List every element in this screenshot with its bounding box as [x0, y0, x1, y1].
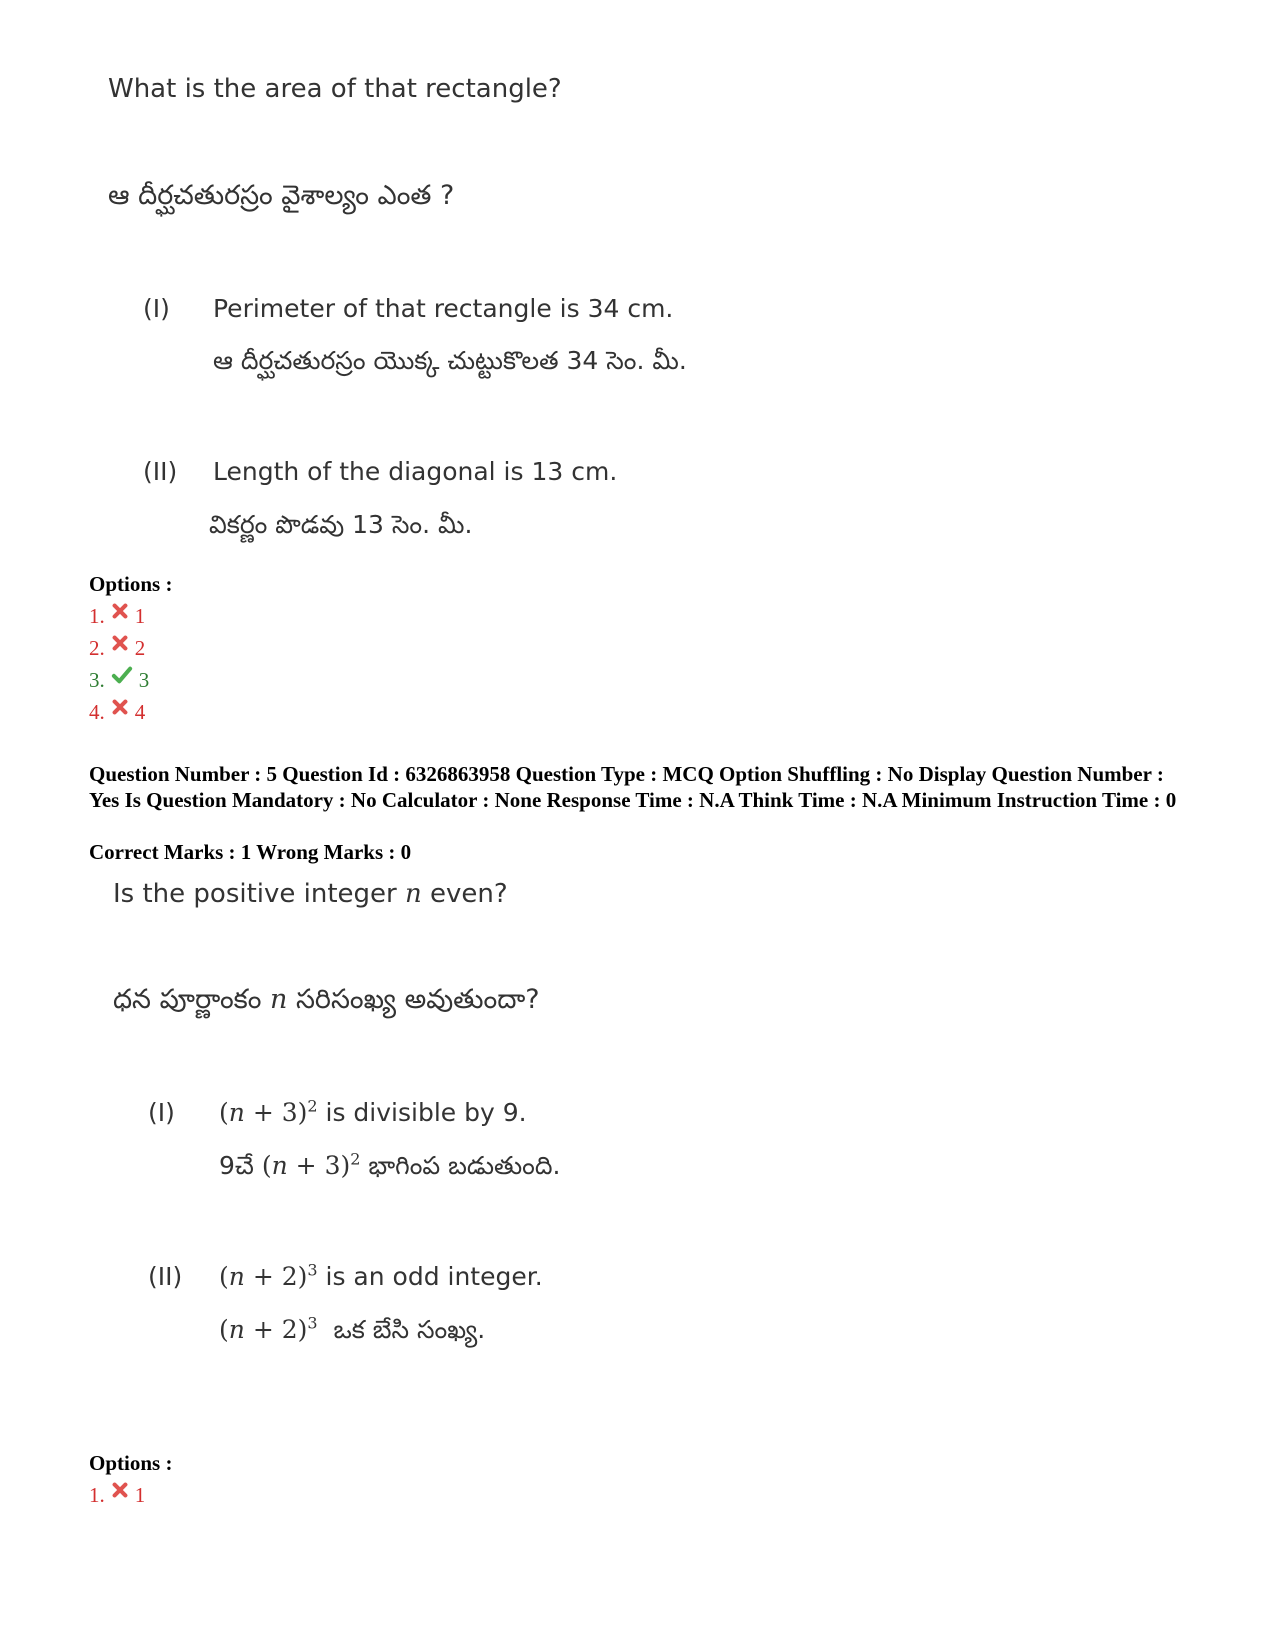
statement-text-en: Length of the diagonal is 13 cm.	[213, 457, 618, 486]
option-value: 1	[134, 1483, 146, 1507]
statement-number: (I)	[148, 1098, 175, 1127]
statement-text-te: $(n + 2)^3$ ఒక బేసి సంఖ్య.	[219, 1313, 486, 1344]
option-number: 1.	[89, 1483, 105, 1507]
question-meta: Question Number : 5 Question Id : 6326863958 Question Type : MCQ Option Shuffling : No Display Question Number : Yes Is Question Mandatory : No Calculator : None Response Time : N.A Think Time : N.A Minimum Instruction Time : 0	[89, 762, 1177, 812]
statement-text-te: 9చే $(n + 3)^2$ భాగింప బడుతుంది.	[219, 1149, 561, 1180]
option-number: 4.	[89, 700, 105, 724]
options-label: Options :	[89, 1451, 173, 1475]
option-item	[89, 668, 149, 693]
option-item	[89, 1483, 145, 1508]
statement-text-en: Perimeter of that rectangle is 34 cm.	[213, 294, 674, 323]
cross-icon	[111, 602, 129, 620]
question-text-te: ఆ దీర్ఘచతురస్రం వైశాల్యం ఎంత ?	[108, 180, 455, 211]
options-label: Options :	[89, 572, 173, 596]
statement-text-te: ఆ దీర్ఘచతురస్రం యొక్క చుట్టుకొలత 34 సెం. మీ.	[213, 346, 687, 375]
option-number: 2.	[89, 636, 105, 660]
option-item	[89, 700, 145, 725]
question-text-en: What is the area of that rectangle?	[108, 74, 562, 104]
option-value: 3	[138, 668, 150, 692]
question-marks: Correct Marks : 1 Wrong Marks : 0	[89, 840, 412, 864]
option-item	[89, 636, 145, 661]
option-value: 4	[134, 700, 146, 724]
question-text-te: ధన పూర్ణాంకం n సరిసంఖ్య అవుతుందా?	[113, 984, 540, 1015]
option-value: 2	[134, 636, 146, 660]
statement-number: (II)	[148, 1262, 183, 1291]
cross-icon	[111, 1481, 129, 1499]
cross-icon	[111, 698, 129, 716]
statement-text-en: $(n + 2)^3$ is an odd integer.	[219, 1260, 543, 1291]
statement-number: (I)	[143, 294, 170, 323]
check-icon	[111, 666, 133, 684]
option-value: 1	[134, 604, 146, 628]
option-item	[89, 604, 145, 629]
question-text-en: Is the positive integer n even?	[113, 879, 508, 909]
option-number: 3.	[89, 668, 105, 692]
statement-text-en: $(n + 3)^2$ is divisible by 9.	[219, 1096, 527, 1127]
cross-icon	[111, 634, 129, 652]
statement-text-te: వికర్ణం పొడవు 13 సెం. మీ.	[209, 510, 473, 539]
option-number: 1.	[89, 604, 105, 628]
statement-number: (II)	[143, 457, 178, 486]
